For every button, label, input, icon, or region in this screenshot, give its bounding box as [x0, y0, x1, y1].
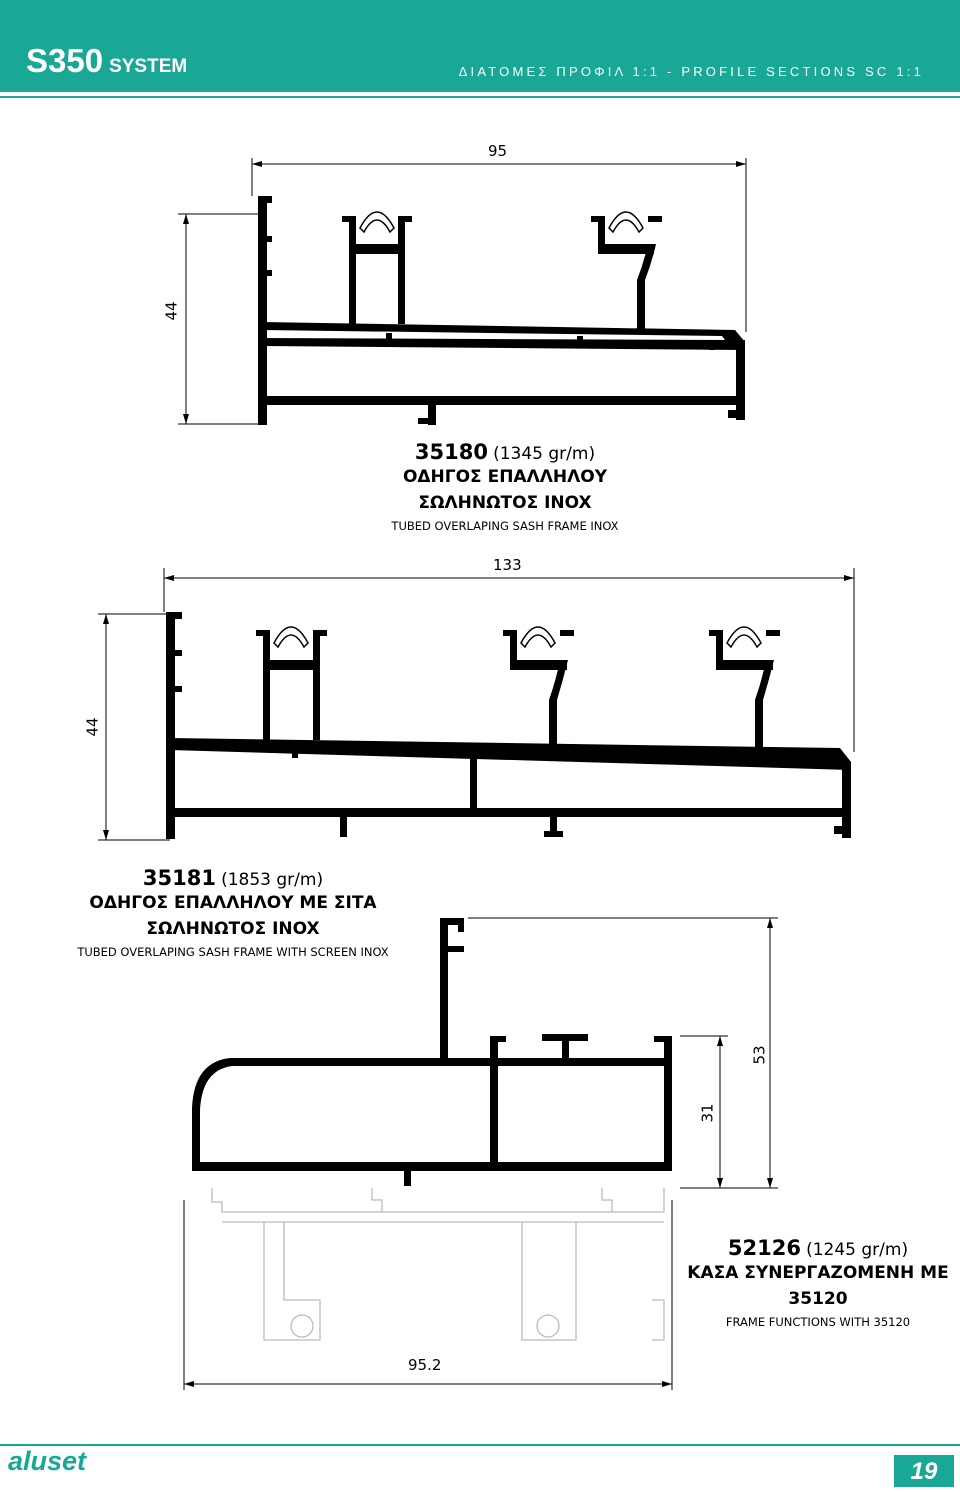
profile-35180-width-dim: 95	[488, 142, 508, 160]
header-subtitle: ΔΙΑΤΟΜΕΣ ΠΡΟΦΙΛ 1:1 - PROFILE SECTIONS SC 1:1	[458, 64, 924, 79]
profile-52126-width-dim: 95.2	[408, 1356, 442, 1374]
profile-weight: (1853 gr/m)	[221, 870, 324, 890]
profile-35181-height-dim: 44	[83, 717, 102, 737]
profile-52126-height-outer-dim: 53	[750, 1045, 769, 1065]
profile-52126-height-inner-dim: 31	[698, 1103, 717, 1123]
profile-weight: (1245 gr/m)	[806, 1240, 909, 1260]
page-number: 19	[894, 1455, 954, 1487]
profile-35181-caption	[60, 866, 406, 962]
profile-code: 35181	[142, 866, 216, 890]
profile-title-gr: ΚΑΣΑ ΣΥΝΕΡΓΑΖΟΜΕΝΗ ΜΕ	[687, 1263, 949, 1283]
footer-rule	[0, 1444, 960, 1446]
system-label: SYSTEM	[109, 56, 188, 77]
profile-code: 35180	[414, 440, 488, 464]
profile-title-gr-2: 35120	[788, 1289, 848, 1309]
system-name: S350	[26, 42, 104, 79]
profile-title-gr-2: ΣΩΛΗΝΩΤΟΣ INOX	[418, 493, 592, 513]
profile-35181-section	[98, 568, 854, 840]
profile-35181-width-dim: 133	[493, 556, 522, 574]
profile-title-en: FRAME FUNCTIONS WITH 35120	[725, 1315, 911, 1329]
profile-title-gr: ΟΔΗΓΟΣ ΕΠΑΛΛΗΛΟΥ	[402, 467, 608, 487]
profile-title-gr: ΟΔΗΓΟΣ ΕΠΑΛΛΗΛΟΥ ΜΕ ΣΙΤΑ	[89, 893, 377, 913]
brand-logo: aluset	[8, 1446, 87, 1476]
profile-title-en: TUBED OVERLAPING SASH FRAME WITH SCREEN INOX	[77, 945, 389, 959]
profile-title-en: TUBED OVERLAPING SASH FRAME INOX	[391, 519, 619, 533]
profile-35180-caption	[360, 440, 650, 536]
profile-title-gr-2: ΣΩΛΗΝΩΤΟΣ INOX	[146, 919, 320, 939]
profile-52126-caption	[680, 1236, 956, 1332]
profile-code: 52126	[727, 1236, 801, 1260]
profile-35180-height-dim: 44	[162, 301, 181, 321]
profile-weight: (1345 gr/m)	[493, 444, 596, 464]
profile-35180-section	[178, 158, 746, 425]
